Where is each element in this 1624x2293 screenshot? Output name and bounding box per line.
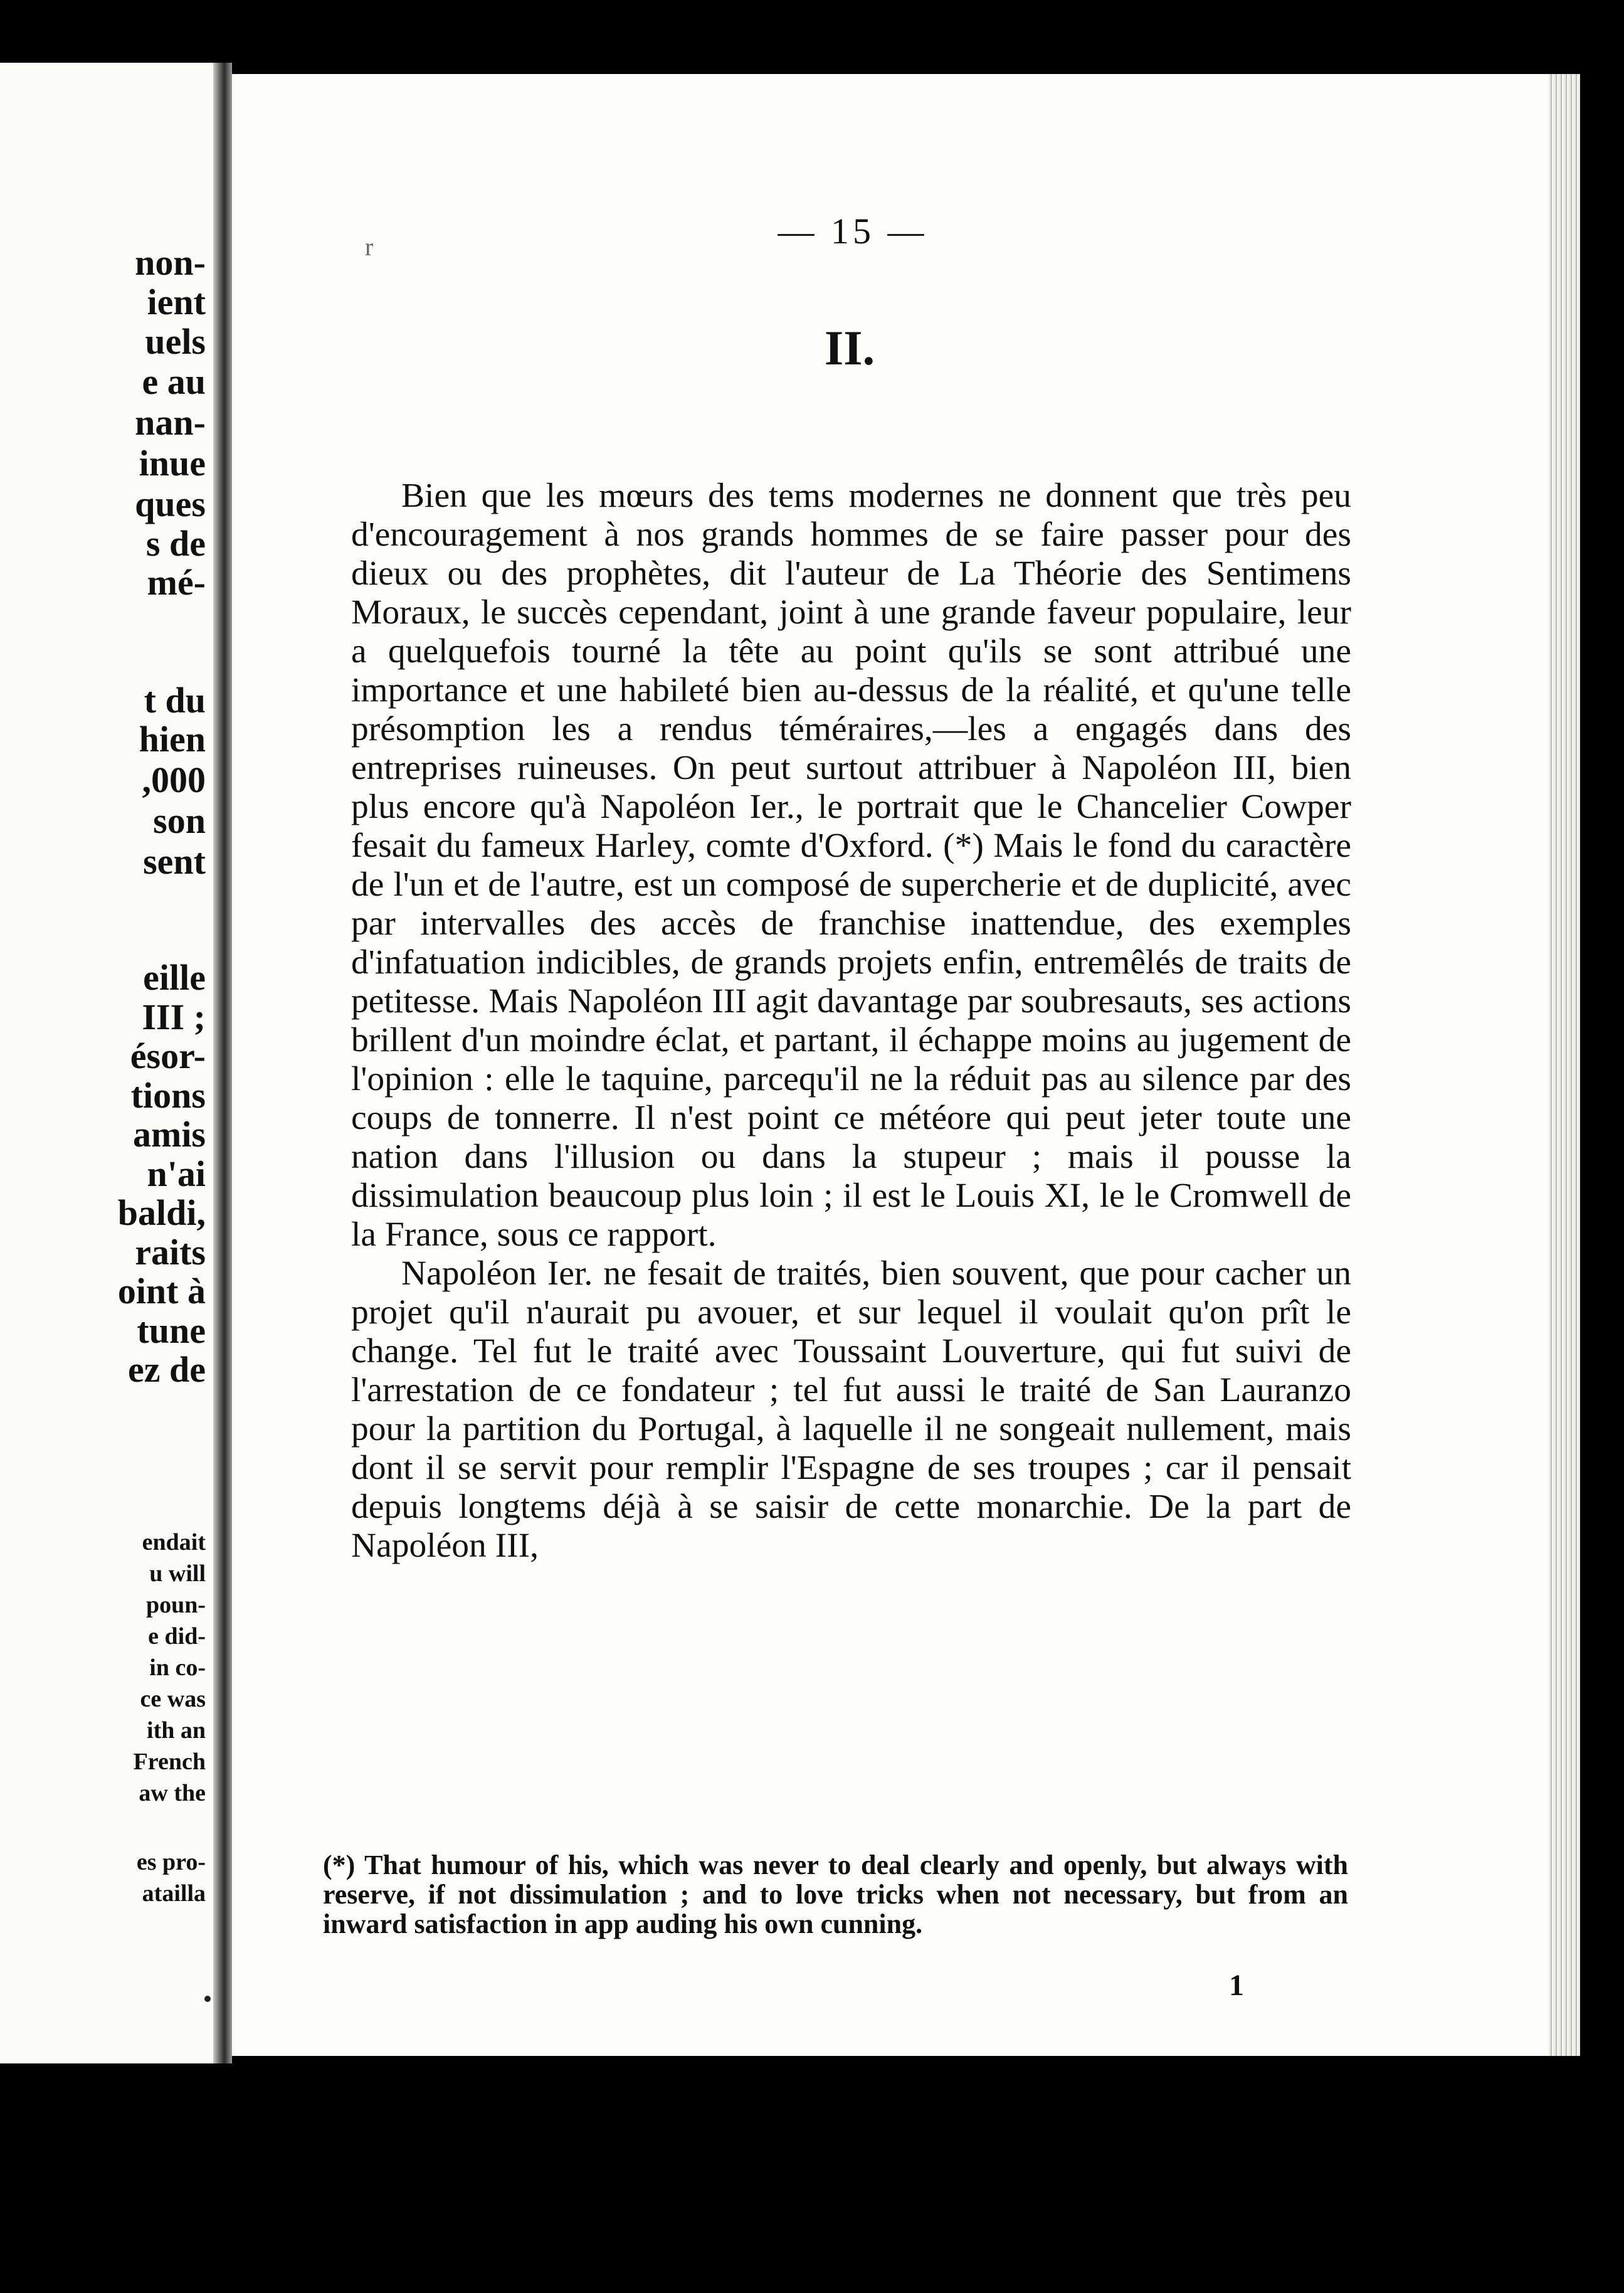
paragraph: Bien que les mœurs des tems modernes ne donnent que très peu d'encouragement à nos grands hommes de se faire passer pour des dieux ou des prophètes, dit l'auteur de La Théorie des Sentimens Moraux, le succès cependant, joint à une grande faveur populaire, leur a quelquefois tourné la tête au point qu'ils se sont attribué une importance et une habileté bien au-dessus de la réalité, et qu'une telle présomption les a rendus téméraires,—les a engagés dans des entreprises ruineuses. On peut surtout attribuer à Napoléon III, bien plus encore qu'à Napoléon Ier., le portrait que le Chancelier Cowper fesait du fameux Harley, comte d'Oxford. (*) Mais le fond du caractère de l'un et de l'autre, est un composé de supercherie et de duplicité, avec par intervalles des accès de franchise inattendue, des exemples d'infatuation indicibles, de grands projets enfin, entremêlés de traits de petitesse. Mais Napoléon III agit davantage par soubresauts, ses actions brillent d'un moindre éclat, et partant, il échappe moins au jugement de l'opinion : elle le taquine, parcequ'il ne la réduit pas au silence par des coups de tonnerre. Il n'est point ce météore qui peut jeter toute une nation dans l'illusion ou dans la stupeur ; mais il pousse la dissimulation beaucoup plus loin ; il est le Louis XI, le le Cromwell de la France, sous ce rapport. [351, 477, 1351, 1254]
body-text [351, 477, 1351, 1565]
signature-mark: 1 [1229, 1969, 1244, 2002]
facing-page-line: son [153, 800, 206, 841]
facing-page-line: tions [130, 1075, 206, 1116]
facing-page-line: aw the [139, 1780, 206, 1806]
facing-page-line: poun- [145, 1592, 206, 1618]
facing-page-line: French [133, 1749, 206, 1775]
paragraph: Napoléon Ier. ne fesait de traités, bien souvent, que pour cacher un projet qu'il n'aurait pu avouer, et sur lequel il voulait qu'on prît le change. Tel fut le traité avec Toussaint Louverture, qui fut suivi de l'arrestation de ce fondateur ; tel fut aussi le traité de San Lauranzo pour la partition du Portugal, à laquelle il ne songeait nullement, mais dont il se servit pour remplir l'Espagne de ses troupes ; car il pensait depuis longtems déjà à se saisir de cette monarchie. De la part de Napoléon III, [351, 1254, 1351, 1565]
stray-mark: r [365, 233, 374, 261]
footnote: (*) That humour of his, which was never to deal clearly and openly, but always with reserve, if not dissimulation ; and to love tricks when not necessary, but from an inward satisfaction in app auding his own cunning. [323, 1850, 1348, 1939]
facing-page-line: ésor- [130, 1035, 206, 1076]
facing-page-line: nan- [135, 402, 206, 443]
margin-dot [204, 1996, 211, 2002]
facing-page-line: n'ai [147, 1153, 206, 1194]
facing-page-line: ez de [128, 1349, 206, 1390]
facing-page-line: t du [144, 680, 206, 721]
facing-page-line: baldi, [117, 1192, 206, 1233]
book-gutter [213, 63, 232, 2063]
facing-page-line: ient [147, 282, 206, 322]
facing-page-line: III ; [142, 997, 206, 1037]
facing-page-line: e did- [148, 1623, 206, 1650]
facing-page-line: endait [142, 1529, 206, 1555]
facing-page-line: s de [145, 523, 206, 564]
facing-page-line: in co- [149, 1655, 206, 1681]
facing-page-line: ith an [147, 1717, 206, 1744]
facing-page-line: non- [135, 242, 206, 283]
facing-page-line: inue [139, 443, 206, 484]
facing-page-line: sent [143, 841, 206, 882]
facing-page-line: amis [133, 1114, 206, 1155]
page-edge [1549, 74, 1580, 2056]
facing-page-line: tune [137, 1310, 206, 1351]
facing-page-line: e au [142, 361, 206, 402]
chapter-heading: II. [824, 320, 875, 375]
facing-page-line: eille [143, 957, 206, 998]
facing-page-line: ce was [140, 1686, 206, 1712]
facing-page-line: raits [135, 1232, 206, 1273]
facing-page-line: es pro- [136, 1849, 206, 1875]
facing-page-line: atailla [142, 1880, 206, 1907]
page-number: — 15 — [778, 211, 928, 252]
facing-page-line: oint à [117, 1271, 206, 1311]
facing-page-line: mé- [147, 562, 206, 603]
facing-page-line: u will [149, 1560, 206, 1587]
facing-page-line: hien [139, 719, 206, 760]
facing-page-line: ,000 [142, 760, 206, 800]
facing-page [0, 63, 213, 2063]
facing-page-line: ques [135, 484, 206, 524]
facing-page-line: uels [145, 321, 206, 362]
